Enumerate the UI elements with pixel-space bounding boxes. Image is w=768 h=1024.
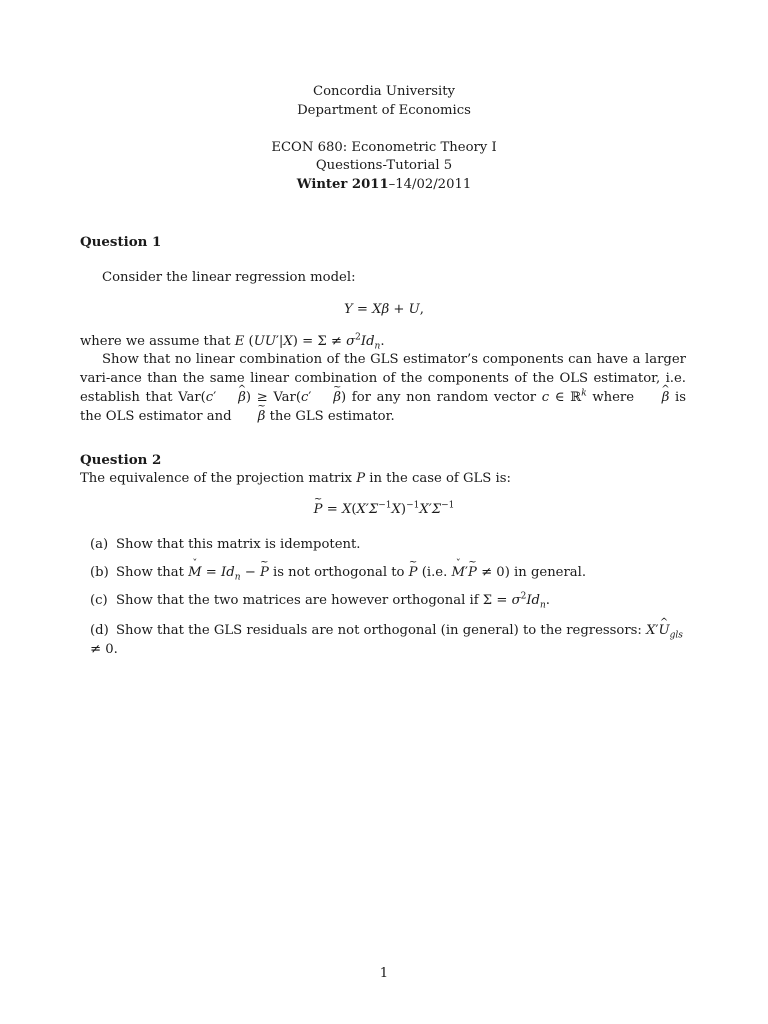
tutorial-subtitle: Questions-Tutorial 5 — [315, 158, 453, 173]
question-1-intro: Consider the linear regression model: — [102, 270, 356, 285]
q1-text-mid3: is the OLS estimator and — [80, 390, 686, 424]
regression-equation: Y = Xβ + U, — [344, 302, 424, 317]
term-date: –14/02/2011 — [388, 176, 472, 192]
item-c-text: Show that the two matrices are however orthogonal if — [116, 593, 483, 608]
list-item-b: (b) Show that M ˇ = $Id_n - P$ ~ is not orthogonal to P ~ (i.e. M ˇ′P ~ ≠ 0) in general. — [90, 563, 690, 582]
q1-text-mid2: where — [586, 390, 640, 405]
document-header — [0, 83, 768, 194]
assumption-prefix: where we assume that — [80, 334, 235, 349]
q2-intro-b: in the case of GLS is: — [365, 471, 511, 486]
projection-matrix-equation: P ~ = $X(X'\Sigma^{-1}X)^{-1}X'\Sigma^{-1}$ — [0, 500, 768, 519]
list-item-d: (d) Show that the GLS residuals are not orthogonal (in general) to the regressors: X′U $\^{}_{gls} \ne 0$. — [90, 621, 690, 659]
question-2-title: Question 2 — [80, 452, 162, 468]
item-b-text-b: is not orthogonal to — [268, 565, 409, 580]
item-c-label: (c) — [90, 593, 108, 608]
list-item-a — [90, 535, 690, 554]
list-item-c: (c) Show that the two matrices are however orthogonal if $\Sigma = \sigma^2Id_n$. — [90, 591, 550, 611]
item-a-text: Show that this matrix is idempotent. — [116, 537, 361, 552]
department-name: Department of Economics — [297, 102, 471, 118]
item-a-label: (a) — [90, 537, 109, 552]
assumption-line: where we assume that E $(UU'|X) = \Sigma \ne \sigma^2Id_n$. — [80, 332, 385, 352]
page-number: 1 — [379, 966, 389, 981]
item-b-text-d: ) in general. — [504, 565, 587, 580]
question-1-title: Question 1 — [80, 234, 162, 250]
item-b-text-a: Show that — [116, 565, 189, 580]
q2-intro-a: The equivalence of the projection matrix — [80, 471, 357, 486]
item-d-label: (d) — [90, 623, 109, 638]
term-line — [0, 176, 768, 195]
course-title: ECON 680: Econometric Theory I — [271, 139, 497, 155]
question-2-intro: The equivalence of the projection matrix P in the case of GLS is: — [80, 471, 511, 486]
question-1-body: Show that no linear combination of the GLS estimator’s components can have a larger vari-ance than the same linear combination of the components of the OLS estimator, i.e. establish that Var(c′ β ^) ≥ Var(c′ β ~) for any non random vector c ∈ ℝ$^k$ where β ^ is the OLS estimator and β ~ the GLS estimator. — [80, 350, 686, 426]
q1-text-mid1: for any non random vector — [346, 390, 542, 405]
item-b-label: (b) — [90, 565, 109, 580]
q1-text-part1: Show that no linear combination of the GLS estimator’s components can have a larger vari-ance than the same linear combination of the components of the OLS estimator, i.e. establish that — [80, 352, 686, 405]
item-b-text-c: (i.e. — [417, 565, 452, 580]
term-label: Winter 2011 — [296, 176, 389, 192]
university-name: Concordia University — [313, 84, 455, 99]
q1-text-end: the GLS estimator. — [265, 409, 395, 424]
item-d-text: Show that the GLS residuals are not orthogonal (in general) to the regressors: — [116, 623, 647, 638]
